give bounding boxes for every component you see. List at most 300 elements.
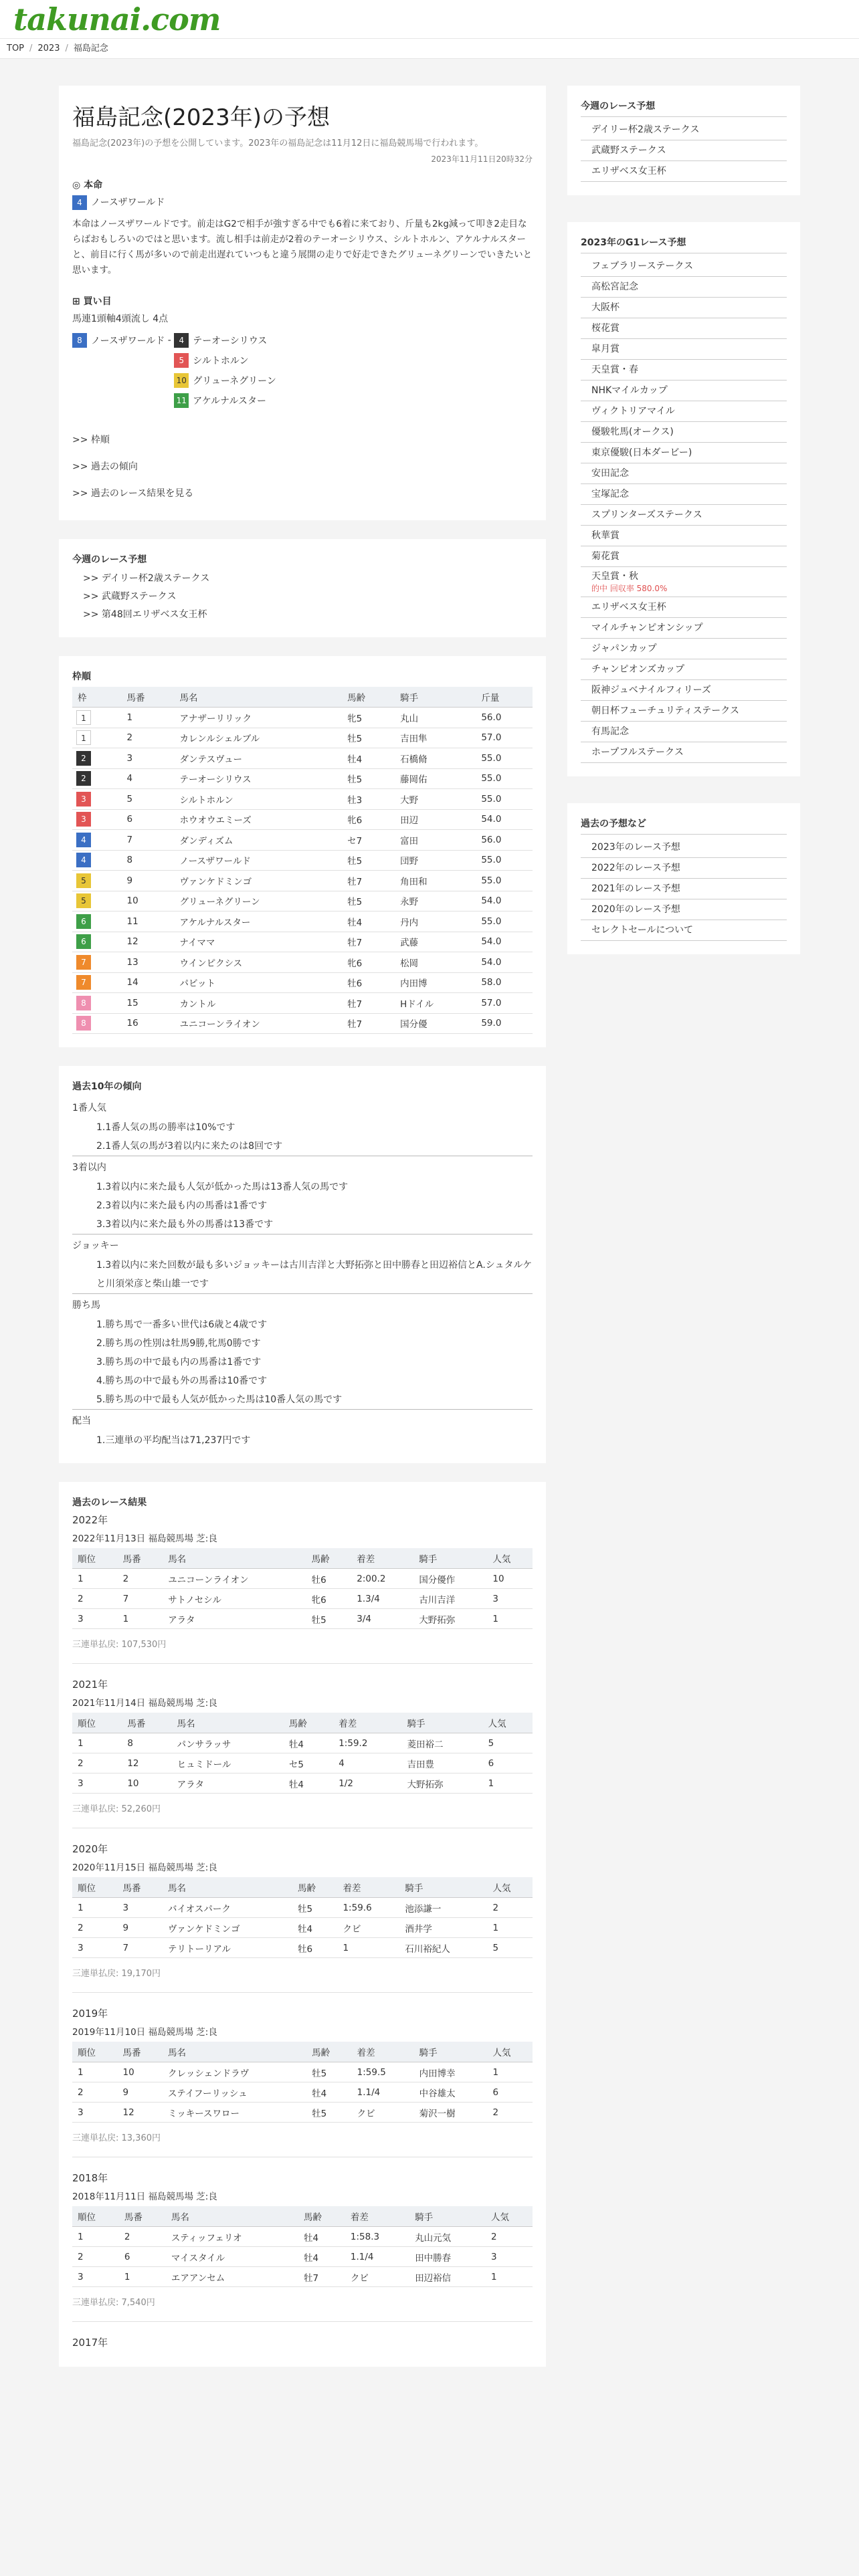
table-cell: スティッフェリオ — [166, 2227, 298, 2247]
table-cell: 12 — [117, 2103, 162, 2123]
table-row — [72, 1013, 533, 1034]
link-waku[interactable]: >> 枠順 — [72, 435, 110, 445]
result-year — [72, 1513, 533, 1650]
table-cell: 牡4 — [342, 748, 395, 769]
sidebar-g1-title: 2023年のG1レース予想 — [581, 235, 787, 253]
table-row — [72, 911, 533, 932]
column-header: 着差 — [333, 1713, 401, 1733]
table-row — [72, 871, 533, 891]
table-cell: 2 — [72, 2247, 119, 2267]
sidebar-item[interactable]: 東京優駿(日本ダービー) — [581, 443, 787, 463]
waku-badge: 6 — [76, 914, 91, 929]
waku-cell — [72, 748, 121, 769]
column-header: 順位 — [72, 1548, 118, 1569]
result-table — [72, 1548, 533, 1629]
payout-text: 三連単払戻: 7,540円 — [72, 2298, 155, 2308]
table-cell: クビ — [345, 2267, 409, 2287]
table-cell: 3 — [117, 1898, 162, 1918]
table-cell: 1 — [487, 1609, 533, 1629]
result-table — [72, 1877, 533, 1958]
breadcrumb-year[interactable]: 2023 — [37, 43, 60, 53]
table-cell: 1/2 — [333, 1774, 401, 1794]
table-cell: 55.0 — [476, 748, 533, 769]
table-cell: 牡4 — [284, 1733, 333, 1753]
honmei-horse — [72, 195, 533, 210]
table-cell: 1.1/4 — [345, 2247, 409, 2267]
waku-badge: 2 — [76, 751, 91, 766]
table-row — [72, 1938, 533, 1958]
column-header: 馬名 — [172, 1713, 284, 1733]
table-cell: 4 — [333, 1753, 401, 1774]
waku-cell — [72, 850, 121, 871]
sidebar-item[interactable]: マイルチャンピオンシップ — [581, 618, 787, 639]
table-cell: グリューネグリーン — [174, 891, 342, 911]
sidebar-item[interactable]: 天皇賞・春 — [581, 360, 787, 381]
table-cell: ノースザワールド — [174, 850, 342, 871]
table-cell: 丸山 — [395, 708, 476, 728]
table-cell: 丸山元気 — [409, 2227, 486, 2247]
partner-name: シルトホルン — [193, 356, 249, 366]
table-cell: ホウオウエミーズ — [174, 809, 342, 830]
table-cell: 大野拓弥 — [402, 1774, 483, 1794]
table-cell: 角田和 — [395, 871, 476, 891]
table-cell: 1 — [337, 1938, 399, 1958]
column-header: 馬齢 — [292, 1877, 337, 1898]
table-cell: 3/4 — [351, 1609, 413, 1629]
column-header: 馬名 — [166, 2206, 298, 2227]
honmei-heading: ◎ 本命 — [72, 180, 103, 191]
table-cell: 牡7 — [342, 993, 395, 1014]
sidebar-item[interactable]: 2021年のレース予想 — [581, 879, 787, 899]
waku-cell — [72, 768, 121, 789]
result-table — [72, 1713, 533, 1794]
table-cell: 9 — [121, 871, 174, 891]
table-cell: 4 — [121, 768, 174, 789]
table-cell: アケルナルスター — [174, 911, 342, 932]
sidebar-past-title: 過去の予想など — [581, 817, 787, 835]
results-title: 過去のレース結果 — [72, 1497, 147, 1508]
main-content — [59, 86, 546, 2385]
table-cell: 3 — [72, 1938, 117, 1958]
table-cell: カントル — [174, 993, 342, 1014]
result-condition: 2020年11月15日 福島競馬場 芝:良 — [72, 1862, 217, 1873]
table-cell: 大野 — [395, 789, 476, 810]
table-cell: ヴァンケドミンゴ — [174, 871, 342, 891]
table-cell: ヴァンケドミンゴ — [163, 1918, 292, 1938]
table-cell: 永野 — [395, 891, 476, 911]
table-cell: 2 — [487, 1898, 533, 1918]
waku-cell — [72, 1013, 121, 1034]
sidebar-item[interactable]: 2022年のレース予想 — [581, 858, 787, 879]
result-year — [72, 2157, 533, 2308]
trend-list — [72, 1315, 533, 1409]
sidebar-item[interactable]: スプリンターズステークス — [581, 505, 787, 526]
table-cell: 55.0 — [476, 789, 533, 810]
table-row — [72, 1753, 533, 1774]
table-cell: ステイフーリッシュ — [163, 2082, 306, 2103]
table-cell: 55.0 — [476, 850, 533, 871]
site-logo[interactable]: takunai.com — [13, 1, 221, 37]
table-row — [72, 809, 533, 830]
sidebar-item[interactable]: 天皇賞・秋 的中 回収率 580.0% — [581, 567, 787, 597]
table-cell: 牡5 — [306, 1609, 352, 1629]
waku-cell — [72, 871, 121, 891]
table-cell: 牡7 — [342, 932, 395, 952]
table-cell: 3 — [486, 2247, 533, 2267]
payout-text: 三連単払戻: 107,530円 — [72, 1640, 167, 1650]
partner-name: アケルナルスター — [193, 396, 267, 407]
table-cell: 56.0 — [476, 830, 533, 851]
table-cell: 牡6 — [306, 1569, 352, 1589]
table-row — [72, 1609, 533, 1629]
table-cell: 1 — [72, 1733, 122, 1753]
table-cell: 57.0 — [476, 728, 533, 748]
table-row — [72, 2267, 533, 2287]
link-results[interactable]: >> 過去のレース結果を見る — [72, 488, 194, 499]
table-cell: 吉田豊 — [402, 1753, 483, 1774]
sidebar-item[interactable]: 秋華賞 — [581, 526, 787, 546]
table-cell: 牝6 — [306, 1589, 352, 1609]
table-row — [72, 932, 533, 952]
sidebar-item[interactable]: 高松宮記念 — [581, 277, 787, 298]
result-year-label: 2017年 — [72, 2337, 108, 2349]
table-cell: クビ — [337, 1918, 399, 1938]
table-cell: 9 — [117, 2082, 162, 2103]
table-cell: Hドイル — [395, 993, 476, 1014]
waku-badge: 10 — [174, 373, 189, 388]
hit-note: 的中 回収率 580.0% — [591, 584, 668, 593]
waku-badge: 7 — [76, 975, 91, 990]
table-cell: 酒井学 — [399, 1918, 487, 1938]
table-cell: ミッキースワロー — [163, 2103, 306, 2123]
honmei-name: ノースザワールド — [91, 197, 165, 208]
result-year-label: 2022年 — [72, 1514, 108, 1526]
table-cell: 2:00.2 — [351, 1569, 413, 1589]
table-cell: 3 — [72, 1609, 118, 1629]
table-cell: 石橋脩 — [395, 748, 476, 769]
table-cell: 6 — [487, 2082, 533, 2103]
sidebar-g1-list — [581, 256, 787, 763]
waku-badge: 3 — [76, 792, 91, 807]
table-cell: 12 — [122, 1753, 171, 1774]
table-cell: 田辺 — [395, 809, 476, 830]
table-cell: 55.0 — [476, 871, 533, 891]
table-cell: 団野 — [395, 850, 476, 871]
table-cell: 10 — [487, 1569, 533, 1589]
sidebar-item[interactable]: 阪神ジュベナイルフィリーズ — [581, 680, 787, 701]
table-row — [72, 972, 533, 993]
sidebar-item[interactable]: エリザベス女王杯 — [581, 597, 787, 618]
sidebar-item[interactable]: 有馬記念 — [581, 722, 787, 742]
table-cell: 8 — [121, 850, 174, 871]
table-cell: 2 — [72, 1753, 122, 1774]
table-cell: 牡7 — [342, 871, 395, 891]
sidebar-item[interactable]: 桜花賞 — [581, 318, 787, 339]
trend-item: 2.勝ち馬の性別は牡馬9勝,牝馬0勝です — [96, 1338, 261, 1349]
result-year — [72, 1663, 533, 1814]
table-cell: テリトーリアル — [163, 1938, 292, 1958]
table-cell: 牡4 — [284, 1774, 333, 1794]
table-cell: アナザーリリック — [174, 708, 342, 728]
sidebar-item[interactable]: ヴィクトリアマイル — [581, 401, 787, 422]
waku-cell — [72, 911, 121, 932]
sidebar-item[interactable]: エリザベス女王杯 — [581, 161, 787, 182]
sidebar-item[interactable]: 皐月賞 — [581, 339, 787, 360]
waku-badge: 1 — [76, 730, 91, 745]
table-cell: 2 — [72, 2082, 117, 2103]
table-cell: 牡5 — [342, 850, 395, 871]
weekly-item[interactable]: >> デイリー杯2歳ステークス — [83, 573, 210, 584]
waku-cell — [72, 952, 121, 973]
trend-list — [72, 1118, 533, 1156]
column-header: 人気 — [487, 1877, 533, 1898]
table-cell: 1 — [119, 2267, 166, 2287]
bet-heading: ⊞ 買い目 — [72, 296, 112, 307]
waku-badge: 6 — [76, 934, 91, 949]
partner-item — [174, 350, 276, 370]
sidebar-item[interactable]: ジャパンカップ — [581, 639, 787, 659]
weekly-item[interactable]: >> 武蔵野ステークス — [83, 591, 177, 602]
table-cell: 牡4 — [292, 1918, 337, 1938]
table-cell: 7 — [118, 1589, 163, 1609]
table-row — [72, 1589, 533, 1609]
axis-name: ノースザワールド — [91, 336, 165, 346]
sidebar-item[interactable]: 菊花賞 — [581, 546, 787, 567]
sidebar-item[interactable]: 大阪杯 — [581, 298, 787, 318]
table-cell: 15 — [121, 993, 174, 1014]
table-cell: 2 — [121, 728, 174, 748]
result-condition: 2021年11月14日 福島競馬場 芝:良 — [72, 1698, 217, 1709]
waku-cell — [72, 993, 121, 1014]
weekly-title: 今週のレース予想 — [72, 554, 147, 565]
table-cell: クビ — [352, 2103, 414, 2123]
result-year-label: 2020年 — [72, 1843, 108, 1855]
table-cell: 1.1/4 — [352, 2082, 414, 2103]
column-header: 馬番 — [117, 1877, 162, 1898]
table-row — [72, 830, 533, 851]
table-cell: 牡5 — [306, 2103, 351, 2123]
column-header: 騎手 — [413, 1548, 487, 1569]
column-header: 枠 — [72, 687, 121, 708]
table-row — [72, 1918, 533, 1938]
table-row — [72, 2103, 533, 2123]
site-header — [0, 0, 859, 39]
trend-group-title: 1番人気 — [72, 1103, 106, 1113]
bet-combination — [72, 330, 533, 411]
trend-item: 3.勝ち馬の中で最も内の馬番は1番です — [96, 1357, 262, 1368]
waku-cell — [72, 809, 121, 830]
table-cell: ダンテスヴュー — [174, 748, 342, 769]
table-cell: サトノセシル — [163, 1589, 306, 1609]
table-row — [72, 1774, 533, 1794]
table-cell: 武藤 — [395, 932, 476, 952]
table-cell: 牡7 — [342, 1013, 395, 1034]
table-cell: シルトホルン — [174, 789, 342, 810]
table-cell: 牡4 — [342, 911, 395, 932]
table-cell: 6 — [483, 1753, 533, 1774]
weekly-card — [59, 539, 546, 637]
breadcrumb-top[interactable]: TOP — [7, 43, 25, 53]
table-cell: 2 — [119, 2227, 166, 2247]
table-cell: セ5 — [284, 1753, 333, 1774]
sidebar-weekly-list — [581, 120, 787, 182]
column-header: 馬名 — [163, 1548, 306, 1569]
table-cell: マイスタイル — [166, 2247, 298, 2267]
weekly-list — [72, 570, 533, 624]
results-card — [59, 1482, 546, 2367]
trends-body — [72, 1097, 533, 1450]
table-row — [72, 748, 533, 769]
waku-card — [59, 656, 546, 1047]
sidebar-item[interactable]: フェブラリーステークス — [581, 256, 787, 277]
table-cell: パビット — [174, 972, 342, 993]
payout-text: 三連単払戻: 19,170円 — [72, 1969, 161, 1979]
sidebar-item[interactable]: 2023年のレース予想 — [581, 837, 787, 858]
table-cell: 1.3/4 — [351, 1589, 413, 1609]
table-cell: 16 — [121, 1013, 174, 1034]
table-cell: 牡4 — [298, 2247, 345, 2267]
column-header: 着差 — [352, 2042, 414, 2062]
column-header: 騎手 — [402, 1713, 483, 1733]
table-cell: 吉田隼 — [395, 728, 476, 748]
sidebar-item[interactable]: 宝塚記念 — [581, 484, 787, 505]
trend-item: 5.勝ち馬の中で最も人気が低かった馬は10番人気の馬です — [96, 1394, 343, 1405]
sidebar-item[interactable]: 2020年のレース予想 — [581, 899, 787, 920]
trend-item: 3.3着以内に来た最も外の馬番は13番です — [96, 1219, 274, 1230]
table-cell: パンサラッサ — [172, 1733, 284, 1753]
trend-list — [72, 1178, 533, 1234]
table-cell: 内田博幸 — [414, 2062, 488, 2082]
table-cell: 田辺裕信 — [409, 2267, 486, 2287]
table-cell: 牡5 — [342, 891, 395, 911]
waku-badge: 5 — [76, 873, 91, 888]
table-cell: 3 — [72, 2103, 117, 2123]
table-cell: 55.0 — [476, 911, 533, 932]
column-header: 馬名 — [174, 687, 342, 708]
table-cell: 3 — [72, 2267, 119, 2287]
table-row — [72, 891, 533, 911]
table-cell: 10 — [121, 891, 174, 911]
sidebar-item[interactable]: 武蔵野ステークス — [581, 140, 787, 161]
sidebar-item[interactable]: 朝日杯フューチュリティステークス — [581, 701, 787, 722]
weekly-item[interactable]: >> 第48回エリザベス女王杯 — [83, 609, 207, 620]
waku-badge: 11 — [174, 393, 189, 408]
partner-item — [174, 391, 276, 411]
waku-badge: 4 — [72, 195, 87, 210]
table-row — [72, 1898, 533, 1918]
table-cell: 牡5 — [292, 1898, 337, 1918]
table-cell: アラタ — [163, 1609, 306, 1629]
table-cell: 14 — [121, 972, 174, 993]
trend-item: 1.3着以内に来た最も人気が低かった馬は13番人気の馬です — [96, 1182, 349, 1192]
column-header: 順位 — [72, 2042, 117, 2062]
sidebar-item[interactable]: ホープフルステークス — [581, 742, 787, 763]
sidebar-item[interactable]: デイリー杯2歳ステークス — [581, 120, 787, 140]
sidebar-item[interactable]: 安田記念 — [581, 463, 787, 484]
table-cell: 菊沢一樹 — [414, 2103, 488, 2123]
table-row — [72, 2227, 533, 2247]
trend-group-title: 3着以内 — [72, 1156, 533, 1178]
column-header: 順位 — [72, 1877, 117, 1898]
table-cell: 2 — [486, 2227, 533, 2247]
table-cell: 1:59.6 — [337, 1898, 399, 1918]
table-cell: 中谷雄太 — [414, 2082, 488, 2103]
link-trends[interactable]: >> 過去の傾向 — [72, 461, 138, 472]
table-cell: 54.0 — [476, 891, 533, 911]
waku-cell — [72, 830, 121, 851]
waku-cell — [72, 708, 121, 728]
table-cell: 10 — [117, 2062, 162, 2082]
sidebar-item[interactable]: NHKマイルカップ — [581, 381, 787, 401]
table-cell: 3 — [72, 1774, 122, 1794]
bet-type: 馬連1頭軸4頭流し 4点 — [72, 314, 169, 324]
column-header: 順位 — [72, 1713, 122, 1733]
table-cell: アラタ — [172, 1774, 284, 1794]
waku-cell — [72, 891, 121, 911]
table-cell: 58.0 — [476, 972, 533, 993]
table-row — [72, 1569, 533, 1589]
table-row — [72, 789, 533, 810]
table-cell: 1 — [121, 708, 174, 728]
waku-badge: 3 — [76, 812, 91, 827]
trend-item: 1.3着以内に来た回数が最も多いジョッキーは古川吉洋と大野拓弥と田中勝春と田辺裕信とA.シュタルケと川須栄彦と柴山雄一です — [96, 1260, 533, 1289]
waku-badge: 8 — [76, 1016, 91, 1031]
table-cell: セ7 — [342, 830, 395, 851]
table-row — [72, 993, 533, 1014]
column-header: 馬齢 — [284, 1713, 333, 1733]
sidebar-past-list — [581, 837, 787, 941]
waku-badge: 2 — [76, 771, 91, 786]
result-year-label: 2019年 — [72, 2008, 108, 2020]
column-header: 馬名 — [163, 1877, 292, 1898]
table-cell: ヒュミドール — [172, 1753, 284, 1774]
trend-item: 1.三連単の平均配当は71,237円です — [96, 1435, 251, 1446]
table-cell: テーオーシリウス — [174, 768, 342, 789]
result-condition: 2018年11月11日 福島競馬場 芝:良 — [72, 2191, 217, 2202]
sidebar-item[interactable]: チャンピオンズカップ — [581, 659, 787, 680]
column-header: 着差 — [337, 1877, 399, 1898]
column-header: 馬番 — [121, 687, 174, 708]
table-cell: 1 — [118, 1609, 163, 1629]
table-row — [72, 708, 533, 728]
waku-badge: 4 — [76, 833, 91, 847]
column-header: 馬番 — [122, 1713, 171, 1733]
table-cell: 菱田裕二 — [402, 1733, 483, 1753]
column-header: 着差 — [345, 2206, 409, 2227]
trend-item: 4.勝ち馬の中で最も外の馬番は10番です — [96, 1376, 268, 1386]
prediction-text: 本命はノースザワールドです。前走はG2で相手が強すぎる中でも6着に来ており、斤量も2kg減って叩き2走目ならばおもしろいのではと思います。流し相手は前走が2着のテーオーシリウス、シルトホルン、アケルナルスターと、前目に行く馬が多いので前走出遅れていつもと違う展開の走りで好走できたグリューネグリーンでいきたいと思います。 — [72, 219, 533, 276]
sidebar-g1 — [567, 222, 800, 776]
payout-text: 三連単払戻: 13,360円 — [72, 2133, 161, 2143]
table-row — [72, 768, 533, 789]
trend-list — [72, 1256, 533, 1293]
table-cell: 牝6 — [342, 809, 395, 830]
table-row — [72, 2247, 533, 2267]
sidebar-weekly-title: 今週のレース予想 — [581, 99, 787, 117]
column-header: 馬齢 — [298, 2206, 345, 2227]
table-cell: 牡6 — [292, 1938, 337, 1958]
waku-badge: 8 — [72, 333, 87, 348]
sidebar-item[interactable]: セレクトセールについて — [581, 920, 787, 941]
results-body — [72, 1513, 533, 2308]
sidebar-item[interactable]: 優駿牝馬(オークス) — [581, 422, 787, 443]
column-header: 騎手 — [409, 2206, 486, 2227]
table-cell: 牡5 — [342, 768, 395, 789]
result-table — [72, 2042, 533, 2123]
table-row — [72, 2082, 533, 2103]
waku-badge: 7 — [76, 955, 91, 970]
table-cell: 1 — [487, 2062, 533, 2082]
